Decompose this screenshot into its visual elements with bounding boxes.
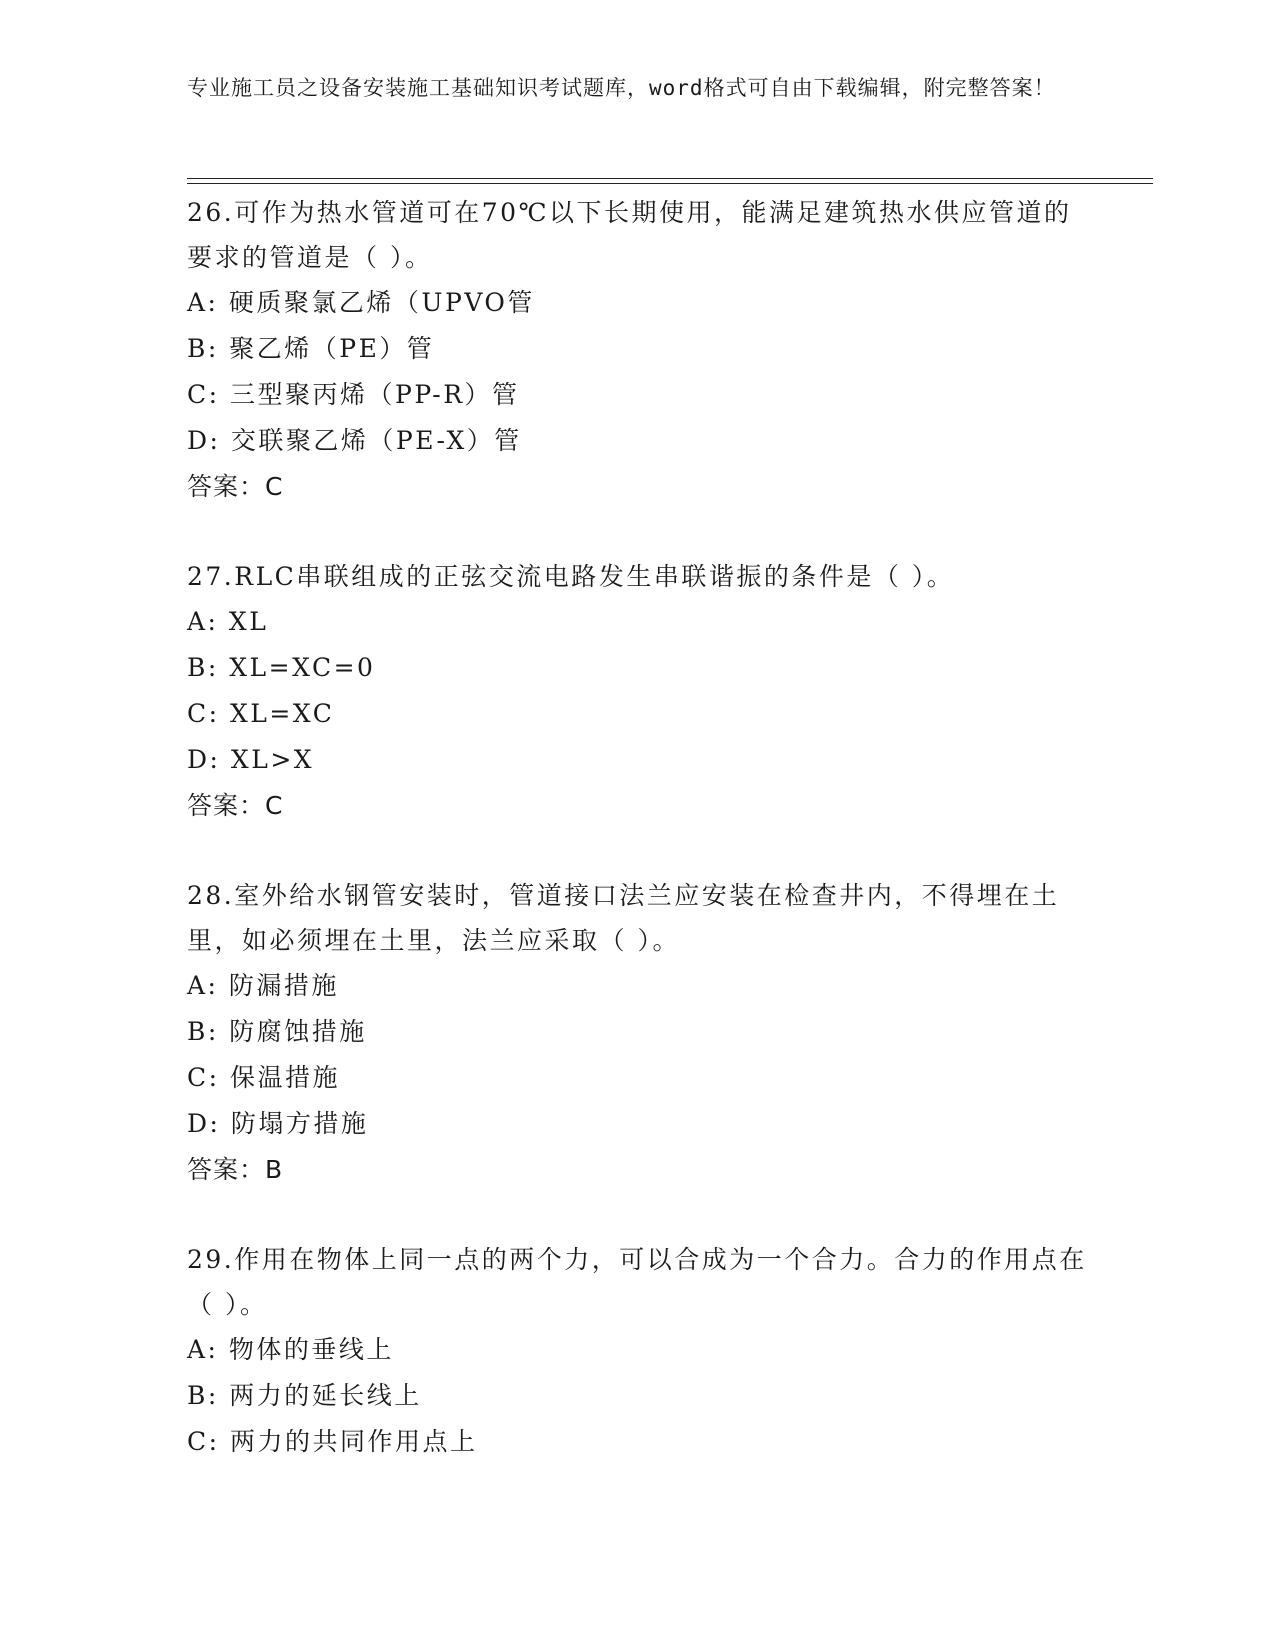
- option-c: C: 三型聚丙烯（PP-R）管: [187, 380, 520, 409]
- option-b: B: 聚乙烯（PE）管: [187, 334, 435, 363]
- header-rule-top: [187, 178, 1153, 179]
- option-a: A: 硬质聚氯乙烯（UPVO管: [187, 288, 535, 317]
- option-d: D: XL>X: [187, 745, 315, 774]
- option-d: D: 防塌方措施: [187, 1109, 369, 1138]
- header-rule-bottom: [187, 183, 1153, 184]
- option-c: C: XL=XC: [187, 699, 335, 728]
- question-gap: [187, 829, 1087, 873]
- answer-line: 答案：B: [187, 1155, 284, 1184]
- document-header: 专业施工员之设备安装施工基础知识考试题库，word格式可自由下载编辑，附完整答案！: [187, 76, 1056, 100]
- option-c: C: 两力的共同作用点上: [187, 1427, 478, 1456]
- question-28: [187, 873, 1087, 1193]
- option-b: B: 防腐蚀措施: [187, 1017, 367, 1046]
- option-a: A: 防漏措施: [187, 971, 339, 1000]
- question-text: 28.室外给水钢管安装时，管道接口法兰应安装在检查井内，不得埋在土里，如必须埋在土里，法兰应采取（ ）。: [187, 881, 1060, 955]
- question-27: [187, 554, 1087, 829]
- question-text: 26.可作为热水管道可在70℃以下长期使用，能满足建筑热水供应管道的要求的管道是（ ）。: [187, 198, 1072, 272]
- question-text: 29.作用在物体上同一点的两个力，可以合成为一个合力。合力的作用点在（ ）。: [187, 1245, 1087, 1319]
- question-gap: [187, 510, 1087, 554]
- option-d: D: 交联聚乙烯（PE-X）管: [187, 426, 522, 455]
- answer-line: 答案：C: [187, 791, 284, 820]
- question-29: [187, 1237, 1087, 1465]
- question-list: [187, 190, 1087, 1465]
- option-b: B: 两力的延长线上: [187, 1381, 422, 1410]
- question-26: [187, 190, 1087, 510]
- option-b: B: XL=XC=0: [187, 653, 376, 682]
- question-gap: [187, 1193, 1087, 1237]
- option-c: C: 保温措施: [187, 1063, 340, 1092]
- question-text: 27.RLC串联组成的正弦交流电路发生串联谐振的条件是（ ）。: [187, 562, 955, 591]
- answer-line: 答案：C: [187, 472, 284, 501]
- option-a: A: 物体的垂线上: [187, 1335, 394, 1364]
- option-a: A: XL: [187, 607, 269, 636]
